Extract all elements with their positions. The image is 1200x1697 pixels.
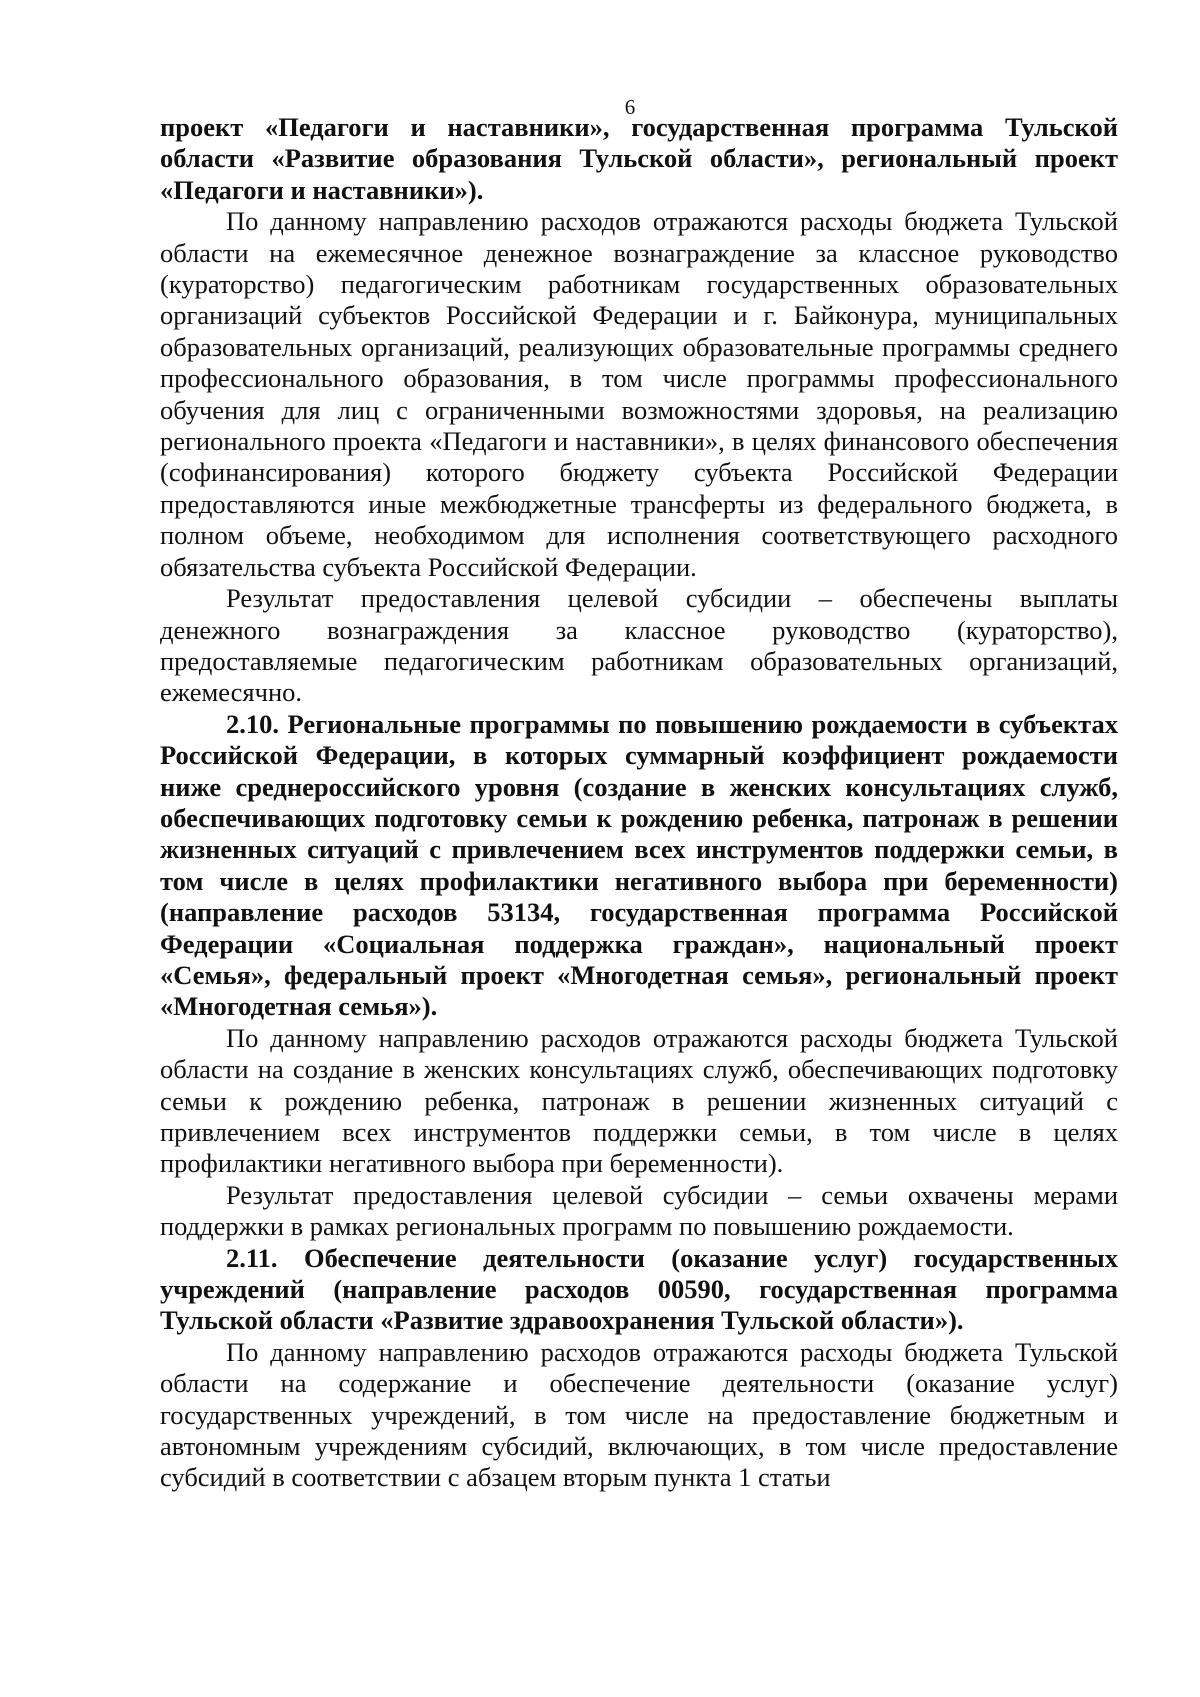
page-number: 6: [624, 95, 636, 119]
document-body: [160, 112, 1118, 1494]
paragraph-body: Результат предоставления целевой субсидии – обеспечены выплаты денежного вознаграждения за классное руководство (кураторство), предоставляемые педагогическим работникам образовательных организаций, ежемесячно.: [160, 583, 1118, 708]
paragraph-project-continuation: проект «Педагоги и наставники», государственная программа Тульской области «Развитие образования Тульской области», региональный проект «Педагоги и наставники»).: [160, 112, 1118, 205]
section-heading-2-11: 2.11. Обеспечение деятельности (оказание услуг) государственных учреждений (направление расходов 00590, государственная программа Тульской области «Развитие здравоохранения Тульской области»).: [160, 1242, 1118, 1336]
paragraph-body: Результат предоставления целевой субсидии – семьи охвачены мерами поддержки в рамках региональных программ по повышению рождаемости.: [160, 1179, 1118, 1242]
paragraph-body: По данному направлению расходов отражаются расходы бюджета Тульской области на создание в женских консультациях служб, обеспечивающих подготовку семьи к рождению ребенка, патронаж в решении жизненных ситуаций с привлечением всех инструментов поддержки семьи, в том числе в целях профилактики негативного выбора при беременности).: [160, 1022, 1118, 1179]
paragraph-body: По данному направлению расходов отражаются расходы бюджета Тульской области на ежемесячное денежное вознаграждение за классное руководство (кураторство) педагогическим работникам государственных образовательных организаций субъектов Российской Федерации и г. Байконура, муниципальных образовательных организаций, реализующих образовательные программы среднего профессионального образования, в том числе программы профессионального обучения для лиц с ограниченными возможностями здоровья, на реализацию регионального проекта «Педагоги и наставники», в целях финансового обеспечения (софинансирования) которого бюджету субъекта Российской Федерации предоставляются иные межбюджетные трансферты из федерального бюджета, в полном объеме, необходимом для исполнения соответствующего расходного обязательства субъекта Российской Федерации.: [160, 206, 1118, 582]
section-heading-2-10: 2.10. Региональные программы по повышению рождаемости в субъектах Российской Федерации, в которых суммарный коэффициент рождаемости ниже среднероссийского уровня (создание в женских консультациях служб, обеспечивающих подготовку семьи к рождению ребенка, патронаж в решении жизненных ситуаций с привлечением всех инструментов поддержки семьи, в том числе в целях профилактики негативного выбора при беременности) (направление расходов 53134, государственная программа Российской Федерации «Социальная поддержка граждан», национальный проект «Семья», федеральный проект «Многодетная семья», региональный проект «Многодетная семья»).: [160, 708, 1118, 1022]
paragraph-body: По данному направлению расходов отражаются расходы бюджета Тульской области на содержание и обеспечение деятельности (оказание услуг) государственных учреждений, в том числе на предоставление бюджетным и автономным учреждениям субсидий, включающих, в том числе предоставление субсидий в соответствии с абзацем вторым пункта 1 статьи: [160, 1336, 1118, 1493]
